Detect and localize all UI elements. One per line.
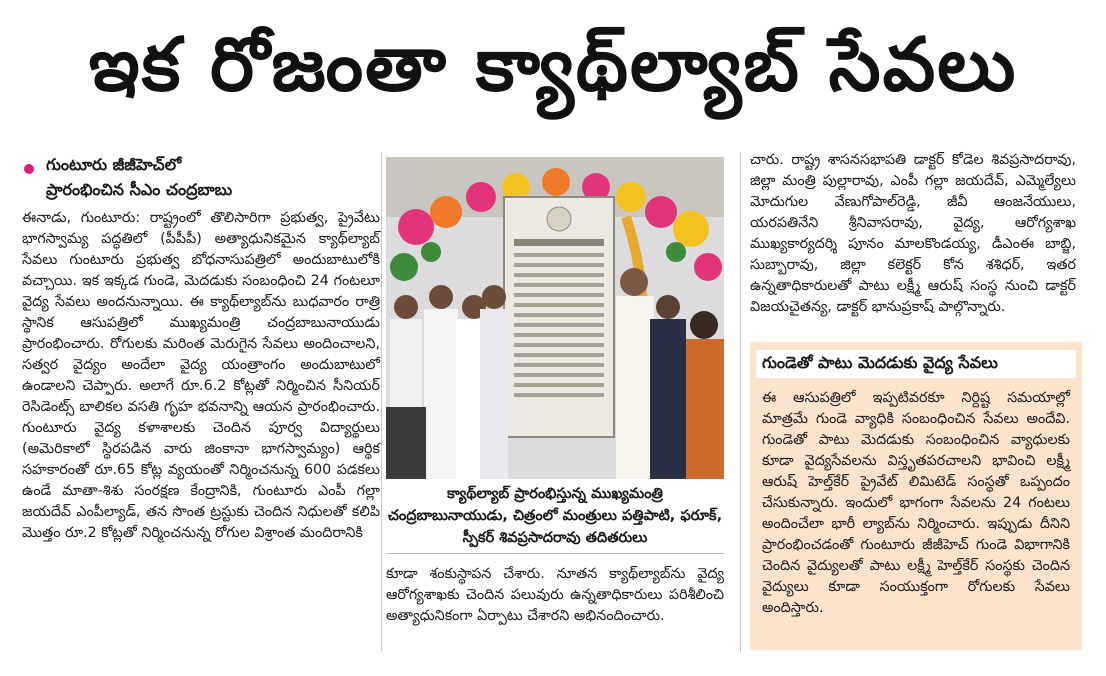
article-body-part-3: చారు. రాష్ట్ర శాసనసభాపతి డాక్టర్ కోడెల శివప్రసాదరావు, జిల్లా మంత్రి పుల్లారావు, ఎంపీ గల్లా జయదేవ్, ఎమ్మెల్యేలు మోదుగుల వేణుగోపాల్‌రెడ్డి, జీవీ ఆంజనేయులు, యరపతినేని శ్రీనివాసరావు, వైద్య, ఆరోగ్యశాఖ ముఖ్యకార్యదర్శి పూనం మాలకొండయ్య, డీఎంఈ బాబ్జి, సుబ్బారావు, జిల్లా కలెక్టర్ కోన శశిధర్, ఇతర ఉన్నతాధికారులతో పాటు లక్ష్మీ ఆరుష్ సంస్థ నుంచి డాక్టర్ విజయచైతన్య, డాక్టర్ భానుప్రకాష్ పాల్గొన్నారు. bbox=[750, 152, 1076, 315]
headline bbox=[0, 0, 1106, 148]
photo-caption: క్యాథ్‌ల్యాబ్ ప్రారంభిస్తున్న ముఖ్యమంత్రి చంద్రబాబునాయుడు, చిత్రంలో మంత్రులు పత్తిపాటి, ఫరూక్, స్పీకర్ శివప్రసాదరావు తదితరులు bbox=[386, 479, 724, 554]
column-1 bbox=[22, 152, 380, 544]
kicker-line-2: ప్రారంభించిన సీఎం చంద్రబాబు bbox=[46, 180, 233, 199]
kicker-text bbox=[46, 152, 232, 202]
column-3 bbox=[750, 150, 1076, 318]
bullet-dot-icon bbox=[24, 164, 34, 174]
sidebox-body: ఈ ఆసుపత్రిలో ఇప్పటివరకూ నిర్దిష్ట సమయాల్లో మాత్రమే గుండె వ్యాధికి సంబంధించిన సేవలు అందేవి. గుండెతో పాటు మెదడుకు సంబంధించిన వ్యాధులకు కూడా వైద్యసేవలను విస్తృతపరచాలని భావించి లక్ష్మీ ఆరుష్ హెల్త్‌కేర్ ప్రైవేట్ లిమిటెడ్ సంస్థతో ఒప్పందం చేసుకున్నారు. ఇందులో భాగంగా సేవలను 24 గంటలు అందించేలా భారీ ల్యాబ్‌ను నిర్మించారు. ఇప్పుడు దీనిని ప్రారంభించడంతో గుంటూరు జీజీహెచ్ గుండె విభాగానికి చెందిన వైద్యులతో పాటు లక్ష్మీ హెల్త్‌కేర్ సంస్థకు చెందిన వైద్యులు కూడా సంయుక్తంగా రోగులకు సేవలు అందిస్తారు. bbox=[762, 390, 1070, 616]
kicker bbox=[22, 152, 380, 202]
kicker-line-1: గుంటూరు జీజీహెచ్‌లో bbox=[46, 155, 182, 174]
photo-illustration bbox=[386, 157, 724, 479]
headline-text: ఇక రోజంతా క్యాథ్‌ల్యాబ్ సేవలు bbox=[88, 22, 1018, 108]
article-body-part-2: కూడా శంకుస్థాపన చేశారు. నూతన క్యాథ్‌ల్యాబ్‌ను వైద్య ఆరోగ్యశాఖకు చెందిన పలువురు ఉన్నతాధికారులు పరిశీలించి అత్యాధునికంగా ఏర్పాటు చేశారని అభినందించారు. bbox=[386, 566, 724, 624]
sidebox-title: గుండెతో పాటు మెదడుకు వైద్య సేవలు bbox=[756, 350, 1076, 378]
column-2 bbox=[386, 157, 724, 627]
news-photo bbox=[386, 157, 724, 479]
column-divider bbox=[740, 152, 741, 652]
column-divider bbox=[381, 152, 382, 652]
sidebox bbox=[750, 342, 1082, 650]
article-body-part-1: ఈనాడు, గుంటూరు: రాష్ట్రంలో తొలిసారిగా ప్రభుత్వ, ప్రైవేటు భాగస్వామ్య పద్ధతిలో (పీపీపీ) అత్యాధునికమైన క్యాథ్‌ల్యాబ్ సేవలు గుంటూరు ప్రభుత్వ బోధనాసుపత్రిలో అందుబాటులోకి వచ్చాయి. ఇక ఇక్కడ గుండె, మెదడుకు సంబంధించి 24 గంటలూ వైద్య సేవలు అందనున్నాయి. ఈ క్యాథ్‌ల్యాబ్‌ను బుధవారం రాత్రి స్థానిక ఆసుపత్రిలో ముఖ్యమంత్రి చంద్రబాబునాయుడు ప్రారంభించారు. రోగులకు మరింత మెరుగైన సేవలు అందించాలని, సత్వర వైద్యం అందేలా వైద్య యంత్రాంగం అందుబాటులో ఉండాలని చెప్పారు. అలాగే రూ.6.2 కోట్లతో నిర్మించిన సీనియర్ రెసిడెంట్స్ బాలికల వసతి గృహ భవనాన్ని ఆయన ప్రారంభించారు. గుంటూరు వైద్య కళాశాలకు చెందిన పూర్వ విద్యార్థులు (అమెరికాలో స్థిరపడిన వారు జింకానా భాగస్వామ్యం) ఆర్థిక సహకారంతో రూ.65 కోట్ల వ్యయంతో నిర్మించనున్న 600 పడకలు ఉండే మాతా-శిశు సంరక్షణ కేంద్రానికి, గుంటూరు ఎంపీ గల్లా జయదేవ్ ఎంపీల్యాడ్, తన సొంత ట్రస్టుకు చెందిన నిధులతో కలిపి మొత్తం రూ.2 కోట్లతో నిర్మించనున్న రోగుల విశ్రాంత మందిరానికి bbox=[22, 210, 380, 541]
